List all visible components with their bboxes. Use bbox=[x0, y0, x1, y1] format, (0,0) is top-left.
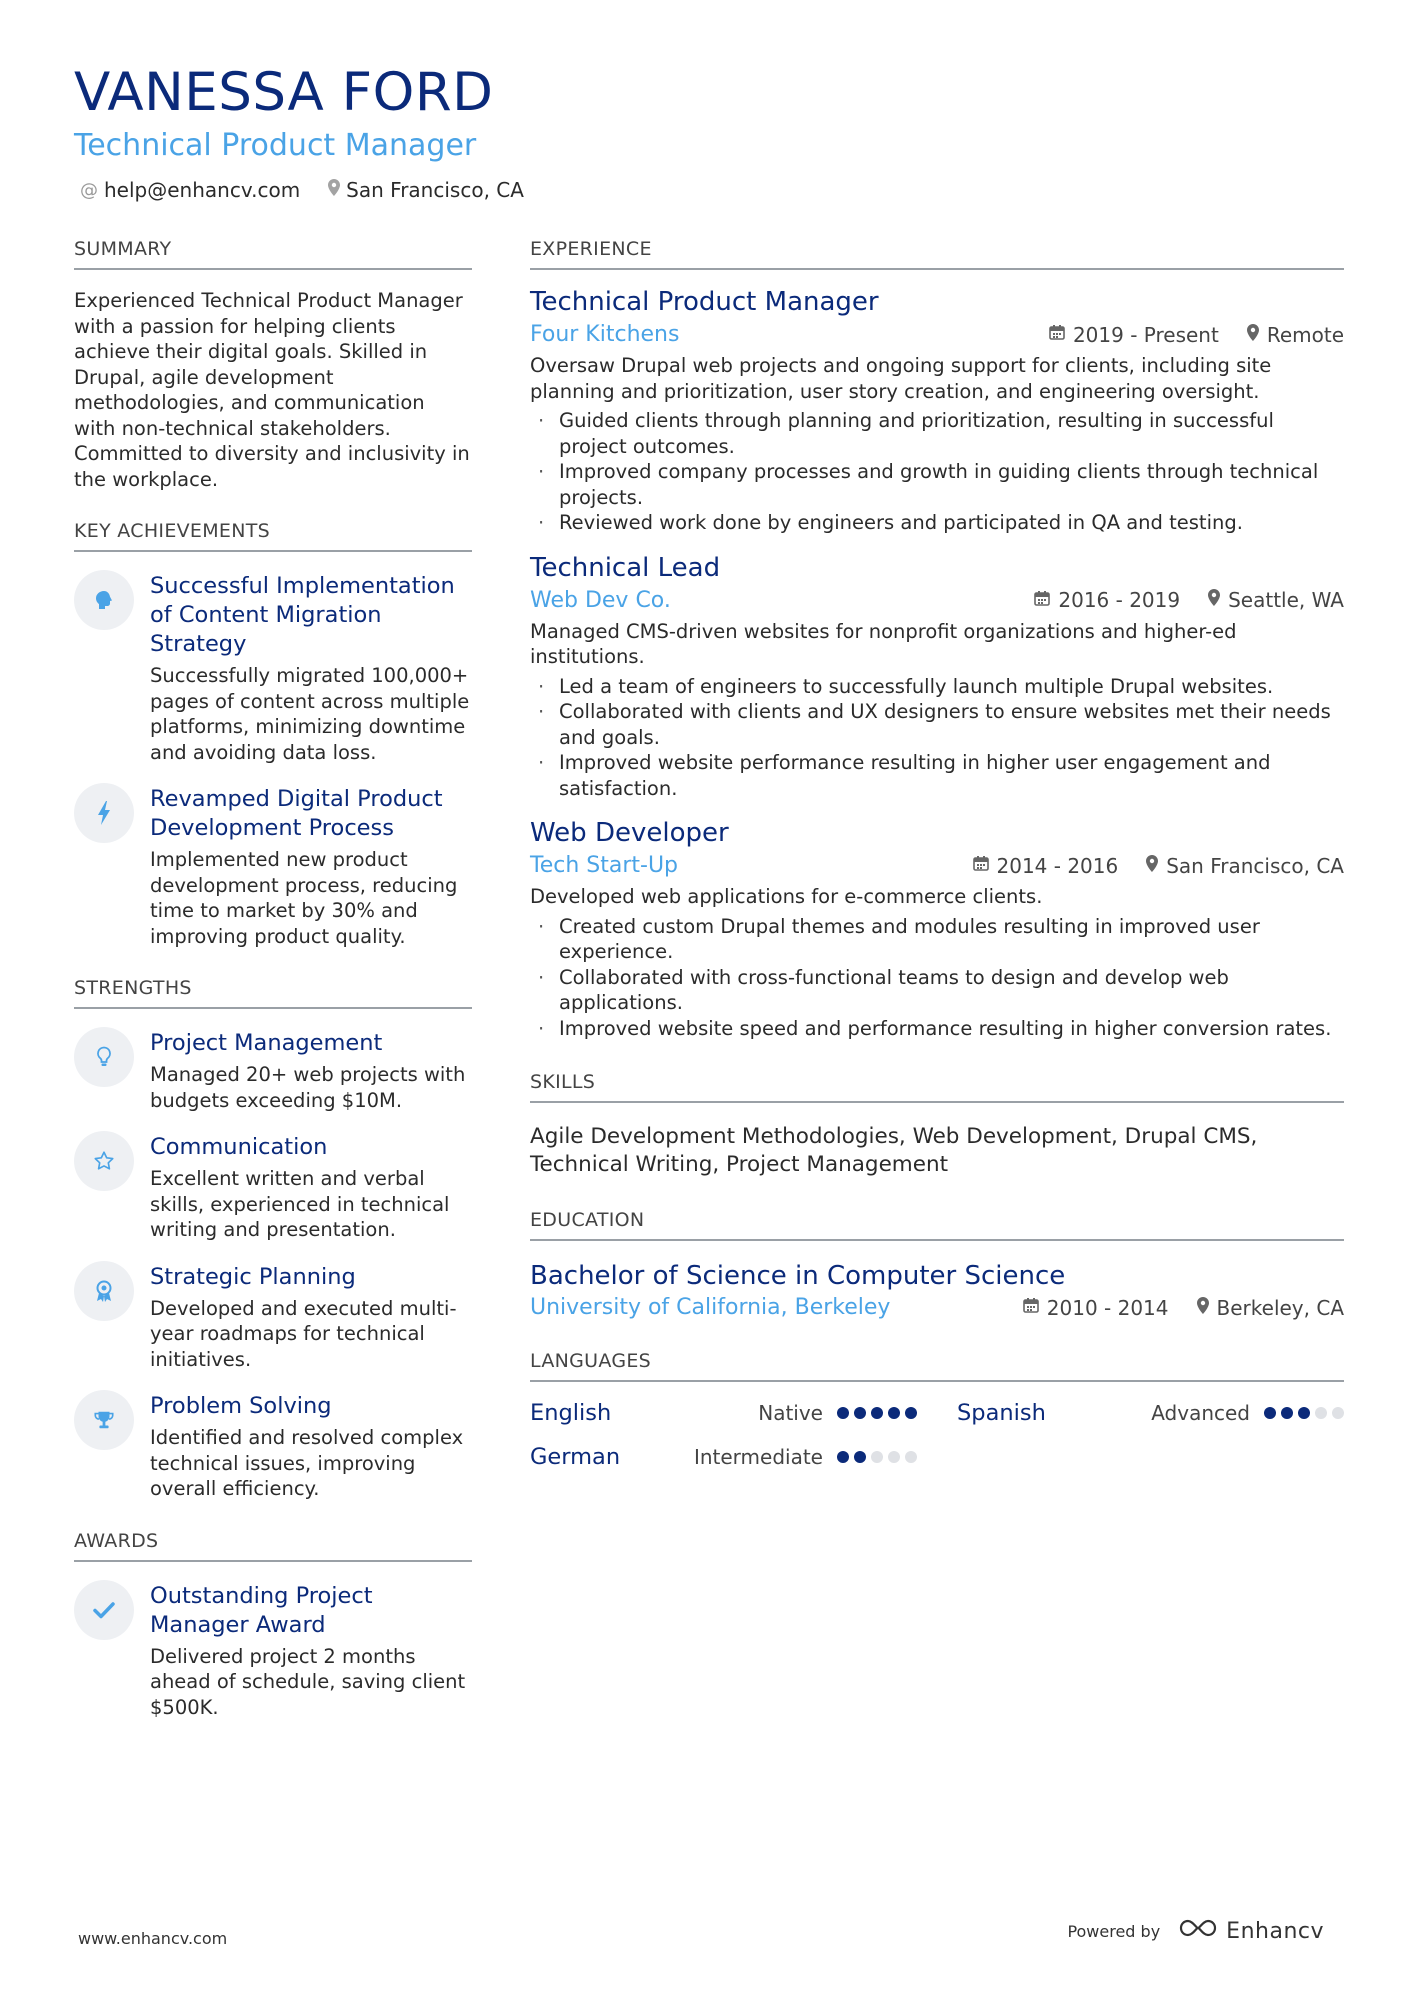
strength-item bbox=[74, 1392, 472, 1502]
language-name: English bbox=[530, 1400, 612, 1426]
strength-desc: Excellent written and verbal skills, experienced in technical writing and presentation. bbox=[150, 1167, 450, 1241]
powered-by-text: Powered by bbox=[1067, 1921, 1161, 1941]
section-title: SUMMARY bbox=[74, 238, 472, 270]
candidate-role: Technical Product Manager bbox=[74, 128, 477, 163]
job-location: Seattle, WA bbox=[1228, 588, 1344, 612]
award-item bbox=[74, 1582, 472, 1721]
calendar-icon bbox=[1023, 1297, 1039, 1318]
job-location: San Francisco, CA bbox=[1166, 853, 1344, 878]
job-company: Four Kitchens bbox=[530, 322, 680, 347]
language-level: Native bbox=[758, 1401, 823, 1425]
job-dates: 2016 - 2019 bbox=[1058, 588, 1181, 612]
strength-title: Problem Solving bbox=[150, 1393, 332, 1419]
section-title: AWARDS bbox=[74, 1530, 472, 1562]
rating-dot-filled bbox=[854, 1451, 866, 1463]
map-pin-icon bbox=[1208, 589, 1220, 611]
job-desc: Managed CMS-driven websites for nonprofit organizations and higher-ed institutions. bbox=[530, 619, 1237, 668]
awards-section bbox=[74, 1530, 472, 1721]
job-desc: Oversaw Drupal web projects and ongoing support for clients, including site planning and prioritization, user story creation, and engineering oversight. bbox=[530, 354, 1272, 403]
rating-dot-filled bbox=[1281, 1407, 1293, 1419]
rating-dot-empty bbox=[871, 1451, 883, 1463]
language-level: Intermediate bbox=[693, 1445, 823, 1469]
job-dates: 2014 - 2016 bbox=[996, 853, 1119, 878]
footer-brand[interactable] bbox=[1067, 1917, 1324, 1945]
email-contact[interactable] bbox=[80, 178, 300, 202]
strength-desc: Identified and resolved complex technical issues, improving overall efficiency. bbox=[150, 1426, 464, 1500]
skills-section bbox=[530, 1071, 1344, 1179]
map-pin-icon bbox=[328, 179, 340, 201]
rating-dot-filled bbox=[837, 1451, 849, 1463]
job-bullet: · Improved website performance resulting in higher user engagement and satisfaction. bbox=[530, 750, 1344, 801]
section-title: EDUCATION bbox=[530, 1209, 1344, 1241]
language-name: German bbox=[530, 1444, 621, 1470]
rating-dot-filled bbox=[1264, 1407, 1276, 1419]
contact-row bbox=[80, 178, 524, 202]
calendar-icon bbox=[1049, 324, 1065, 345]
education-location: Berkeley, CA bbox=[1216, 1295, 1344, 1320]
star-icon bbox=[74, 1131, 134, 1191]
strength-desc: Managed 20+ web projects with budgets exceeding $10M. bbox=[150, 1063, 466, 1112]
experience-section bbox=[530, 238, 1344, 1041]
section-title: STRENGTHS bbox=[74, 977, 472, 1009]
school-name: University of California, Berkeley bbox=[530, 1295, 891, 1320]
skills-text: Agile Development Methodologies, Web Development, Drupal CMS, Technical Writing, Project Management bbox=[530, 1124, 1258, 1177]
languages-section bbox=[530, 1350, 1344, 1470]
section-title: SKILLS bbox=[530, 1071, 1344, 1103]
achievement-item bbox=[74, 785, 472, 949]
rating-dot-filled bbox=[854, 1407, 866, 1419]
candidate-name: VANESSA FORD bbox=[74, 62, 494, 123]
location-contact bbox=[328, 178, 524, 202]
rating-dot-empty bbox=[905, 1451, 917, 1463]
strength-item bbox=[74, 1133, 472, 1243]
summary-text: Experienced Technical Product Manager with a passion for helping clients achieve their digital goals. Skilled in Drupal, agile development methodologies, and communication with non-technical stakeholders. Committed to diversity and inclusivity in the workplace. bbox=[74, 289, 470, 491]
language-item bbox=[530, 1400, 917, 1426]
job-bullet: · Improved website speed and performance resulting in higher conversion rates. bbox=[530, 1016, 1344, 1042]
language-rating bbox=[1264, 1407, 1344, 1419]
job-dates: 2019 - Present bbox=[1072, 322, 1219, 347]
job-title: Technical Product Manager bbox=[530, 287, 879, 317]
job-title: Web Developer bbox=[530, 818, 729, 848]
email-text: help@enhancv.com bbox=[104, 178, 301, 202]
rating-dot-filled bbox=[871, 1407, 883, 1419]
job-company: Tech Start-Up bbox=[530, 853, 679, 878]
map-pin-icon bbox=[1247, 324, 1259, 346]
achievement-title: Revamped Digital Product Development Process bbox=[150, 786, 443, 841]
brand-name: Enhancv bbox=[1226, 1918, 1324, 1944]
map-pin-icon bbox=[1146, 855, 1158, 877]
language-rating bbox=[837, 1407, 917, 1419]
enhancv-logo-icon bbox=[1178, 1917, 1218, 1945]
lightning-icon bbox=[74, 783, 134, 843]
strength-title: Strategic Planning bbox=[150, 1263, 356, 1290]
strength-title: Project Management bbox=[150, 1030, 383, 1056]
degree-title: Bachelor of Science in Computer Science bbox=[530, 1261, 1066, 1291]
job-bullet: · Led a team of engineers to successfully launch multiple Drupal websites. bbox=[530, 674, 1344, 700]
at-icon: @ bbox=[80, 179, 98, 201]
job-entry bbox=[530, 552, 1344, 802]
map-pin-icon bbox=[1197, 1297, 1209, 1319]
strength-title: Communication bbox=[150, 1134, 328, 1160]
strength-desc: Developed and executed multi-year roadmaps for technical initiatives. bbox=[150, 1296, 457, 1371]
education-dates: 2010 - 2014 bbox=[1046, 1295, 1169, 1320]
strength-item bbox=[74, 1263, 472, 1373]
job-bullet: · Collaborated with clients and UX designers to ensure websites met their needs and goals. bbox=[530, 699, 1344, 750]
job-title: Technical Lead bbox=[530, 552, 721, 583]
strengths-section bbox=[74, 977, 472, 1502]
strength-item bbox=[74, 1029, 472, 1113]
right-column bbox=[530, 238, 1344, 1500]
achievement-desc: Successfully migrated 100,000+ pages of content across multiple platforms, minimizing downtime and avoiding data loss. bbox=[150, 664, 470, 764]
brain-icon bbox=[74, 570, 134, 630]
job-company: Web Dev Co. bbox=[530, 587, 671, 613]
rating-dot-empty bbox=[1315, 1407, 1327, 1419]
trophy-icon bbox=[74, 1390, 134, 1450]
language-item bbox=[530, 1444, 917, 1470]
language-level: Advanced bbox=[1151, 1401, 1250, 1425]
rating-dot-filled bbox=[888, 1407, 900, 1419]
rating-dot-filled bbox=[837, 1407, 849, 1419]
achievements-section bbox=[74, 520, 472, 949]
rating-dot-empty bbox=[888, 1451, 900, 1463]
rating-dot-filled bbox=[1298, 1407, 1310, 1419]
medal-icon bbox=[74, 1261, 134, 1321]
award-desc: Delivered project 2 months ahead of schedule, saving client $500K. bbox=[150, 1644, 466, 1719]
location-text: San Francisco, CA bbox=[346, 178, 524, 202]
section-title: LANGUAGES bbox=[530, 1350, 1344, 1382]
achievement-desc: Implemented new product development process, reducing time to market by 30% and improving product quality. bbox=[150, 848, 458, 948]
section-title: EXPERIENCE bbox=[530, 238, 1344, 270]
calendar-icon bbox=[973, 855, 989, 876]
calendar-icon bbox=[1034, 590, 1050, 611]
left-column bbox=[74, 238, 472, 1748]
language-name: Spanish bbox=[957, 1400, 1046, 1426]
lightbulb-icon bbox=[74, 1027, 134, 1087]
education-section bbox=[530, 1209, 1344, 1320]
job-bullet: · Created custom Drupal themes and modules resulting in improved user experience. bbox=[530, 914, 1344, 965]
summary-section bbox=[74, 238, 472, 492]
achievement-title: Successful Implementation of Content Migration Strategy bbox=[150, 573, 455, 657]
job-bullet: · Collaborated with cross-functional teams to design and develop web applications. bbox=[530, 965, 1344, 1016]
job-bullet: · Guided clients through planning and prioritization, resulting in successful project outcomes. bbox=[530, 408, 1344, 459]
job-bullet: · Reviewed work done by engineers and participated in QA and testing. bbox=[530, 510, 1344, 536]
language-rating bbox=[837, 1451, 917, 1463]
job-entry bbox=[530, 286, 1344, 536]
job-desc: Developed web applications for e-commerce clients. bbox=[530, 885, 1043, 908]
check-icon bbox=[74, 1580, 134, 1640]
language-item bbox=[957, 1400, 1344, 1426]
footer-website[interactable]: www.enhancv.com bbox=[78, 1929, 228, 1948]
job-entry bbox=[530, 817, 1344, 1041]
section-title: KEY ACHIEVEMENTS bbox=[74, 520, 472, 552]
achievement-item bbox=[74, 572, 472, 765]
rating-dot-filled bbox=[905, 1407, 917, 1419]
rating-dot-empty bbox=[1332, 1407, 1344, 1419]
languages-grid bbox=[530, 1400, 1344, 1470]
job-bullet: · Improved company processes and growth in guiding clients through technical projects. bbox=[530, 459, 1344, 510]
award-title: Outstanding Project Manager Award bbox=[150, 1582, 373, 1638]
job-location: Remote bbox=[1266, 322, 1344, 347]
